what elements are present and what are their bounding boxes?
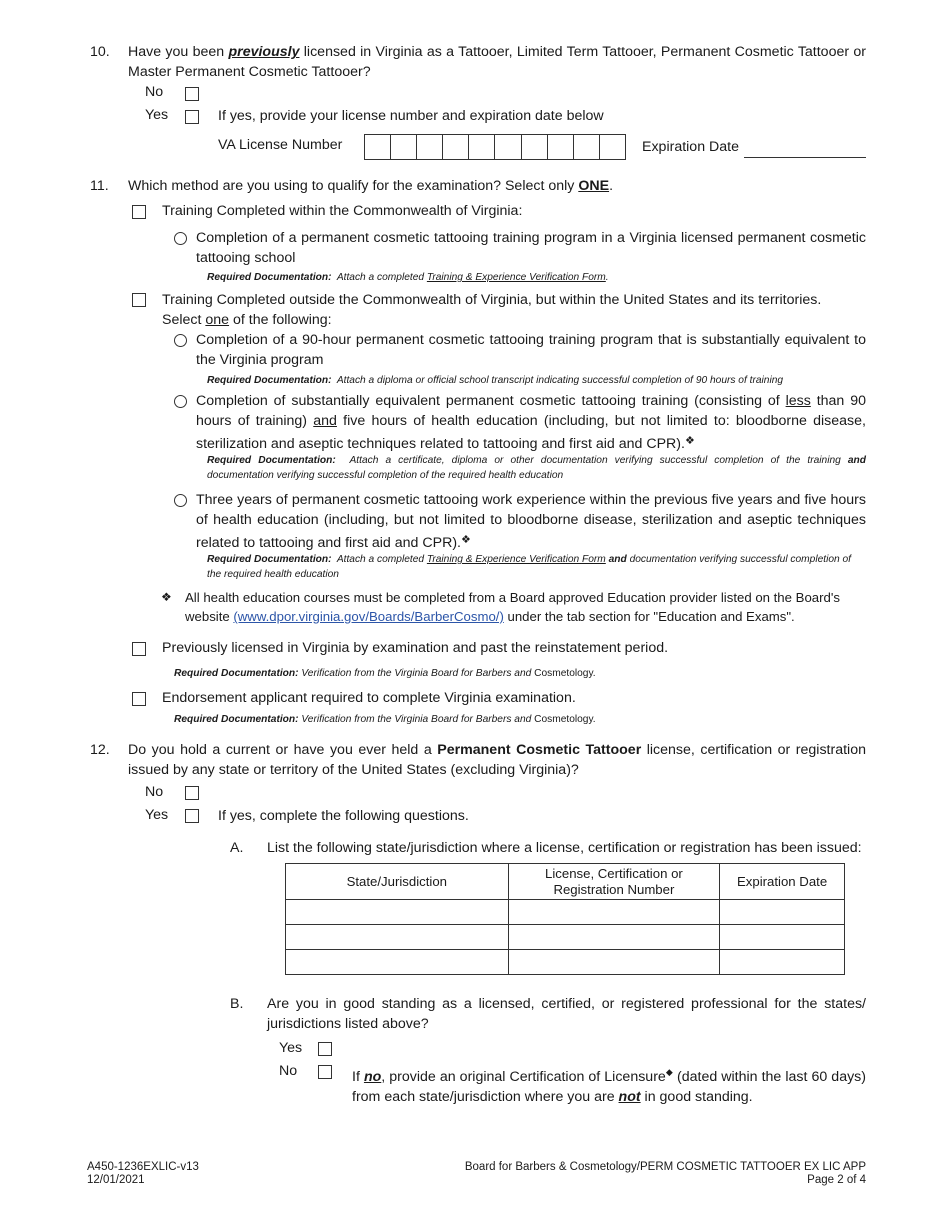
q11-number: 11. [90,178,109,194]
q12-number: 12. [90,742,110,758]
q12b-yes-checkbox[interactable] [318,1042,332,1056]
va-school-option-text: Completion of a permanent cosmetic tattooing training program in a Virginia licensed permanent cosmetic tattooing school [196,230,866,266]
table-cell[interactable] [286,900,509,925]
equivalent-training-option-text: Completion of substantially equivalent permanent cosmetic tattooing training (consisting of less than 90 hours of training) and five hours of health education (including, but not limited to: bloodborne disease, sterilization and aseptic techniques related to tattooing and first aid and CPR).❖ [196,393,866,452]
q10-question: Have you been previously licensed in Virginia as a Tattooer, Limited Term Tattooer, Permanent Cosmetic Tattooer or Master Permanent Cosmetic Tattooer? [128,44,867,80]
table-row [286,900,845,925]
endorsement-required-doc: Required Documentation: Verification from the Virginia Board for Barbers and Cosmetology. [174,714,596,725]
opt-endorsement-checkbox[interactable] [132,692,146,706]
table-cell[interactable] [720,925,845,950]
licensure-note-marker-icon: ◆ [665,1067,673,1077]
board-website-link[interactable]: (www.dpor.virginia.gov/Boards/BarberCosmo/) [233,609,504,624]
va-license-label: VA License Number [218,137,343,153]
q12-yes-prompt: If yes, complete the following questions. [218,808,469,824]
table-cell[interactable] [286,950,509,975]
footer-page-number: Page 2 of 4 [807,1174,866,1186]
license-digit-cell[interactable] [391,135,417,159]
va-school-radio[interactable] [174,232,187,245]
table-row [286,950,845,975]
ninety-hour-option-text: Completion of a 90-hour permanent cosmetic tattooing training program that is substantially equivalent to the Virginia program [196,332,866,368]
q12b-yes-label: Yes [279,1040,303,1056]
opt-endorsement-label: Endorsement applicant required to complete Virginia examination. [162,690,576,706]
previously-licensed-required-doc: Required Documentation: Verification from the Virginia Board for Barbers and Cosmetology. [174,668,596,679]
q10-no-label: No [145,84,164,100]
opt-previously-licensed-label: Previously licensed in Virginia by examination and past the reinstatement period. [162,640,669,656]
col-expiration-date: Expiration Date [720,864,845,900]
license-digit-cell[interactable] [365,135,391,159]
equivalent-training-required-doc: Required Documentation: Attach a certificate, diploma or other documentation verifying successful completion of the training and documentation verifying successful completion of the required health education [207,455,866,481]
footer-board-title: Board for Barbers & Cosmetology/PERM COSMETIC TATTOOER EX LIC APP [464,1161,866,1173]
opt-virginia-training-checkbox[interactable] [132,205,146,219]
license-digit-cell[interactable] [495,135,521,159]
va-school-required-doc: Required Documentation: Attach a completed Training & Experience Verification Form. [207,272,609,283]
q12-question: Do you hold a current or have you ever held a Permanent Cosmetic Tattooer license, certification or registration issued by any state or territory of the United States (excluding Virginia)? [128,742,866,778]
ninety-hour-radio[interactable] [174,334,187,347]
footer-form-info [87,1161,199,1187]
col-license-number: License, Certification or Registration Number [508,864,720,900]
license-digit-cell[interactable] [600,135,625,159]
footer-board-info [465,1161,866,1187]
q12-no-checkbox[interactable] [185,786,199,800]
footer-date: 12/01/2021 [87,1174,145,1186]
q12a-text: List the following state/jurisdiction where a license, certification or registration has been issued: [267,840,862,856]
q12-no-label: No [145,784,164,800]
q10-yes-label: Yes [145,107,169,123]
table-row [286,925,845,950]
expiration-date-input[interactable] [744,157,866,158]
q12a-letter: A. [230,840,244,856]
license-digit-cell[interactable] [469,135,495,159]
table-cell[interactable] [508,950,720,975]
license-digit-cell[interactable] [443,135,469,159]
jurisdiction-table [285,863,845,975]
license-digit-cell[interactable] [548,135,574,159]
q12b-text: Are you in good standing as a licensed, certified, or registered professional for the states/ jurisdictions listed above? [267,996,866,1032]
opt-previously-licensed-checkbox[interactable] [132,642,146,656]
q12b-no-instructions: If no, provide an original Certification of Licensure◆ (dated within the last 60 days) from each state/jurisdiction where you are not in good standing. [352,1067,867,1105]
health-note-marker-icon: ❖ [684,435,695,447]
table-cell[interactable] [720,900,845,925]
work-experience-option-text: Three years of permanent cosmetic tattooing work experience within the previous five years and five hours of health education (including, but not limited to bloodborne disease, sterilization and aseptic techniques related to tattooing and first aid and CPR).❖ [196,492,866,551]
q12b-no-label: No [279,1063,298,1079]
q12-yes-checkbox[interactable] [185,809,199,823]
q12b-no-checkbox[interactable] [318,1065,332,1079]
license-digit-cell[interactable] [574,135,600,159]
equivalent-training-radio[interactable] [174,395,187,408]
q10-yes-checkbox[interactable] [185,110,199,124]
work-experience-required-doc: Required Documentation: Attach a completed Training & Experience Verification Form and documentation verifying successful completion of the required health education [207,554,852,580]
table-cell[interactable] [286,925,509,950]
q12b-letter: B. [230,996,244,1012]
q10-no-checkbox[interactable] [185,87,199,101]
table-cell[interactable] [508,925,720,950]
health-education-note: All health education courses must be completed from a Board approved Education provider listed on the Board's website (www.dpor.virginia.gov/Boards/BarberCosmo/) under the tab section for "Education and Exams". [185,590,840,624]
license-digit-cell[interactable] [522,135,548,159]
q11-question: Which method are you using to qualify for the examination? Select only ONE. [128,178,614,194]
opt-virginia-training-label: Training Completed within the Commonwealth of Virginia: [162,203,523,219]
col-state-jurisdiction: State/Jurisdiction [286,864,509,900]
work-experience-radio[interactable] [174,494,187,507]
opt-outside-training-checkbox[interactable] [132,293,146,307]
q10-number: 10. [90,44,110,60]
table-cell[interactable] [508,900,720,925]
health-note-bullet-icon: ❖ [161,590,172,604]
table-cell[interactable] [720,950,845,975]
license-digit-cell[interactable] [417,135,443,159]
q12-yes-label: Yes [145,807,169,823]
expiration-date-label: Expiration Date [642,139,739,155]
opt-outside-training-label: Training Completed outside the Commonwealth of Virginia, but within the United States and its territories. Select one of the following: [162,292,822,328]
ninety-hour-required-doc: Required Documentation: Attach a diploma or official school transcript indicating successful completion of 90 hours of training [207,375,784,386]
health-note-marker-icon: ❖ [460,534,471,546]
q10-yes-prompt: If yes, provide your license number and expiration date below [218,108,604,124]
footer-form-id: A450-1236EXLIC-v13 [87,1161,199,1173]
va-license-number-input[interactable] [364,134,626,160]
